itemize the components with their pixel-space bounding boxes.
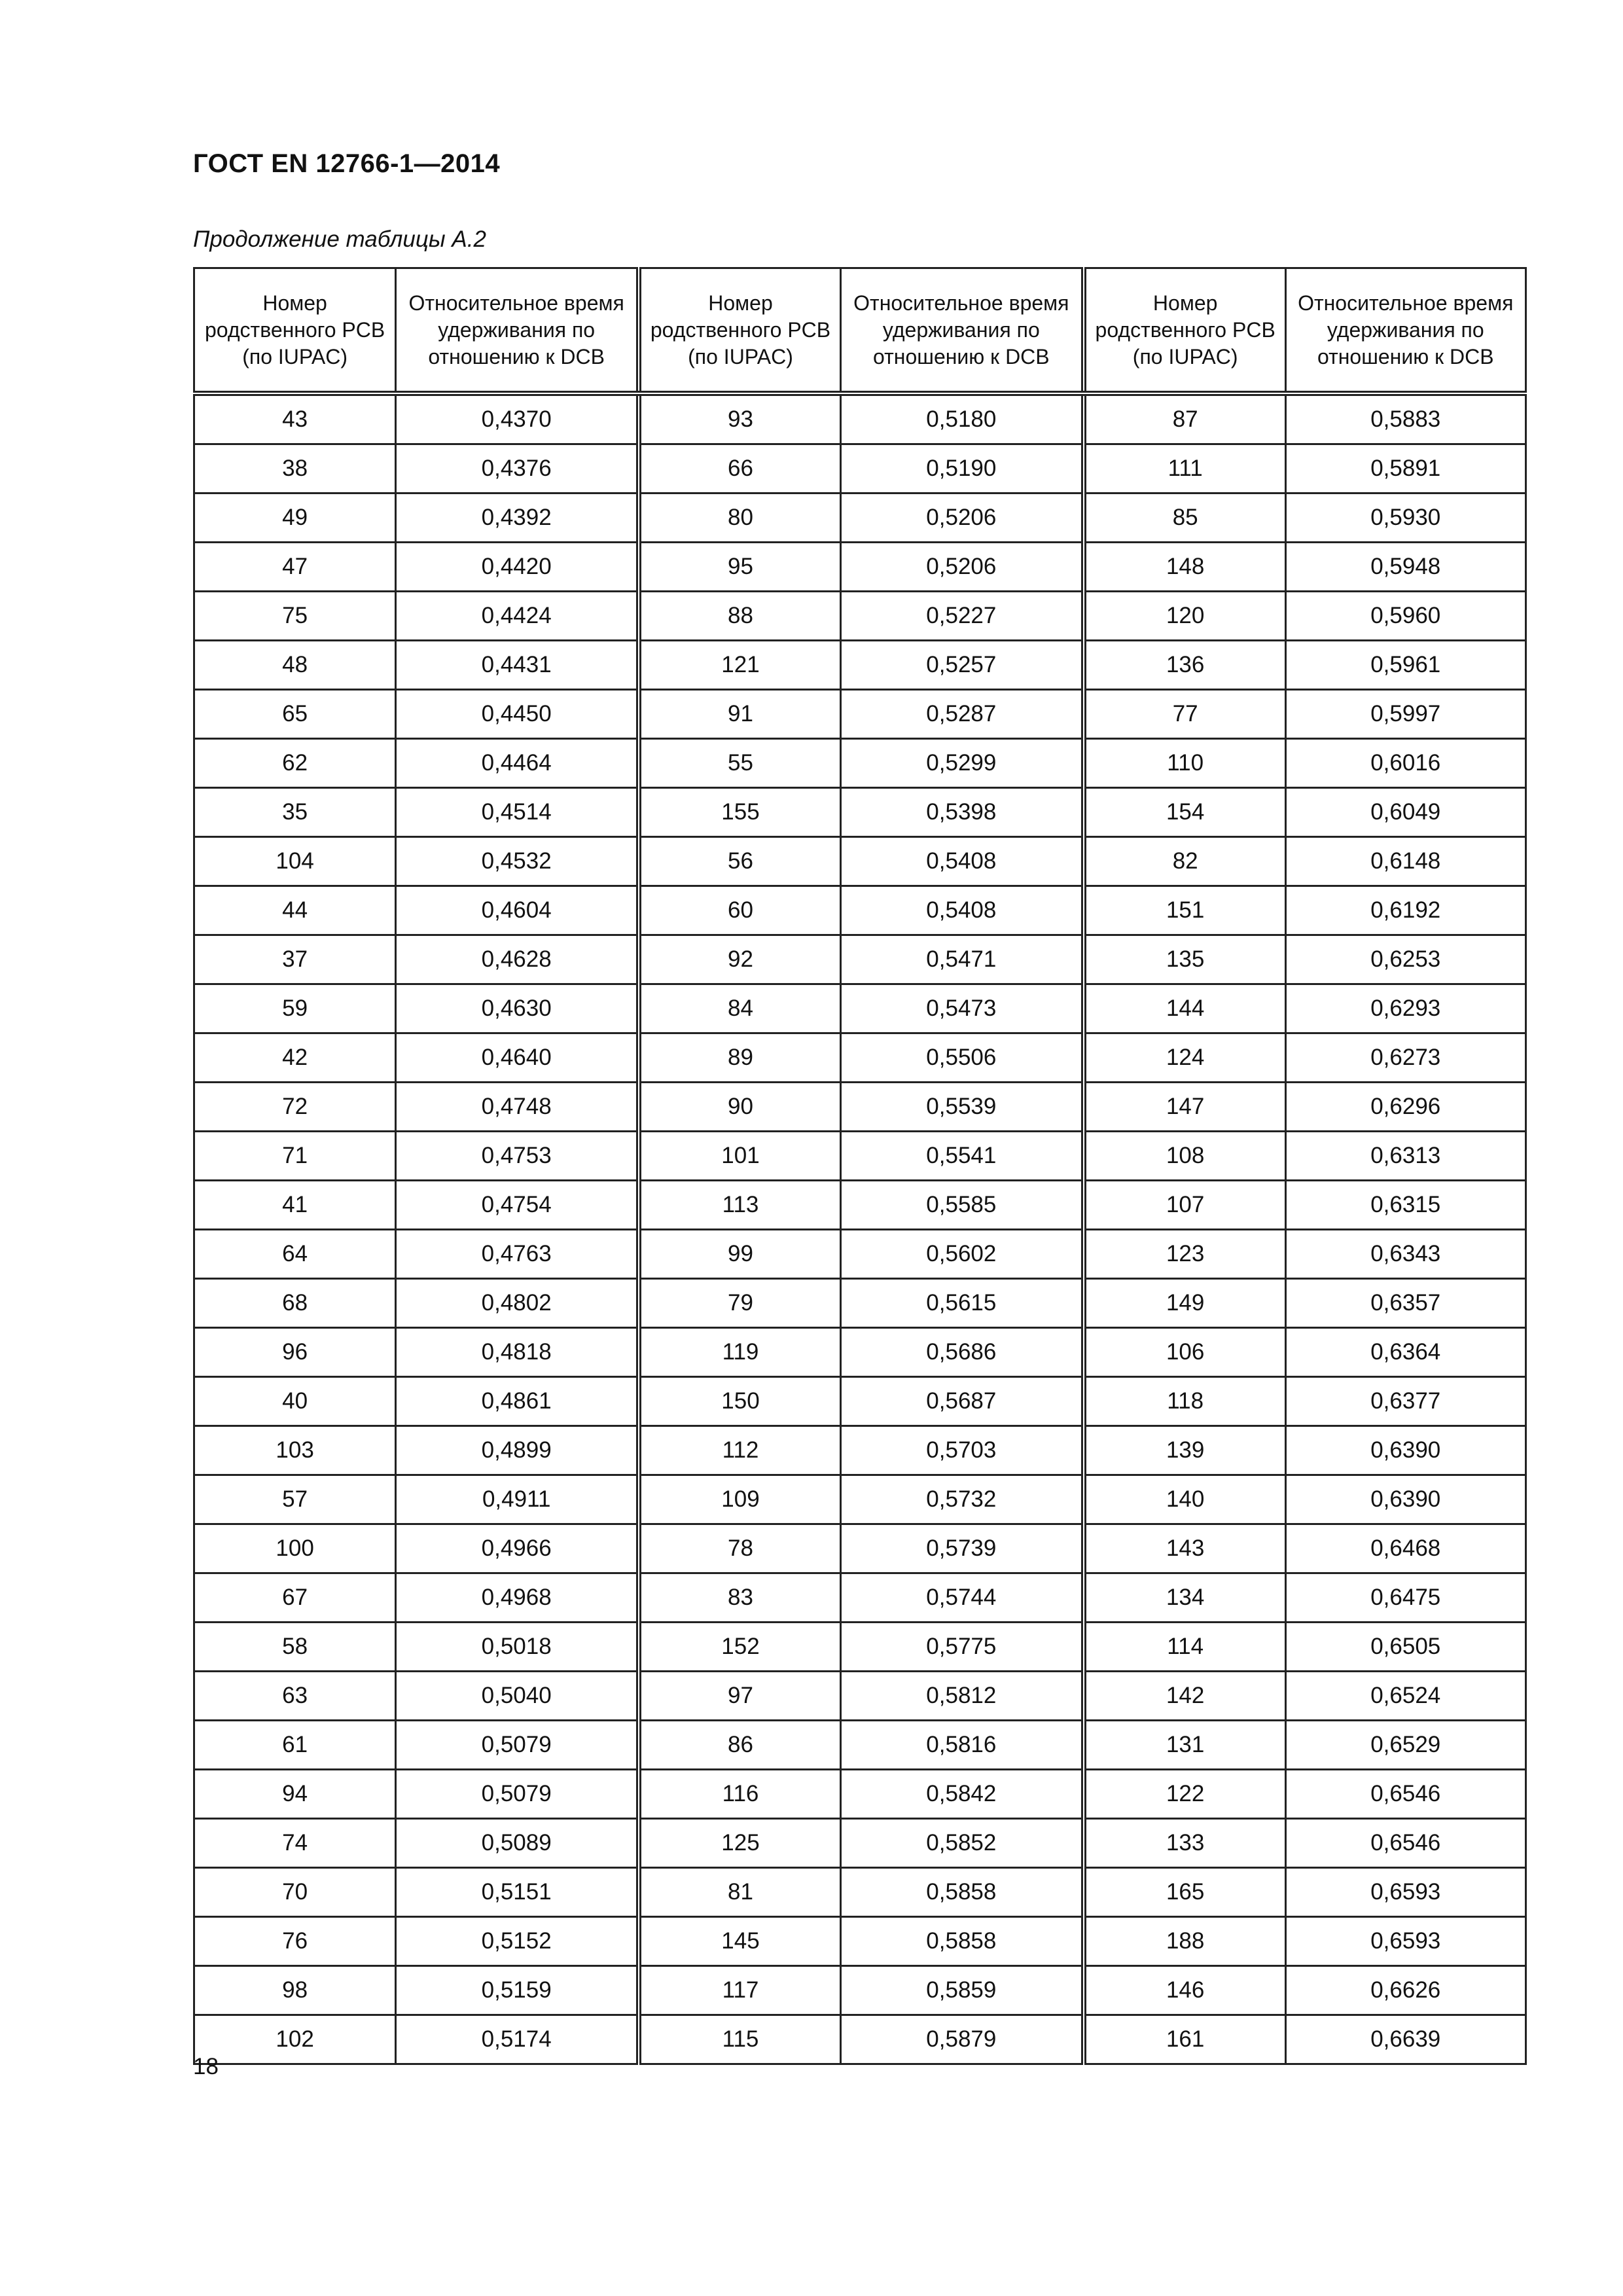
cell-pcb-number-1: 75 (194, 592, 396, 641)
cell-pcb-number-2: 86 (639, 1721, 840, 1770)
cell-pcb-number-1: 48 (194, 641, 396, 690)
cell-pcb-number-1: 59 (194, 984, 396, 1033)
cell-relative-time-3: 0,6364 (1285, 1328, 1525, 1377)
cell-relative-time-2: 0,5299 (840, 739, 1083, 788)
cell-relative-time-1: 0,4748 (396, 1083, 639, 1132)
cell-relative-time-2: 0,5471 (840, 935, 1083, 984)
table-row (194, 837, 1526, 886)
cell-pcb-number-3: 123 (1084, 1230, 1285, 1279)
table-head (194, 268, 1526, 394)
cell-pcb-number-3: 134 (1084, 1573, 1285, 1623)
cell-pcb-number-1: 71 (194, 1132, 396, 1181)
cell-pcb-number-2: 66 (639, 444, 840, 493)
cell-relative-time-2: 0,5287 (840, 690, 1083, 739)
cell-pcb-number-2: 150 (639, 1377, 840, 1426)
cell-relative-time-2: 0,5190 (840, 444, 1083, 493)
table-row (194, 1475, 1526, 1524)
table-row (194, 592, 1526, 641)
cell-pcb-number-1: 41 (194, 1181, 396, 1230)
cell-relative-time-3: 0,6016 (1285, 739, 1525, 788)
cell-pcb-number-2: 101 (639, 1132, 840, 1181)
cell-relative-time-2: 0,5775 (840, 1623, 1083, 1672)
cell-relative-time-1: 0,4899 (396, 1426, 639, 1475)
cell-pcb-number-2: 83 (639, 1573, 840, 1623)
cell-relative-time-2: 0,5732 (840, 1475, 1083, 1524)
cell-relative-time-1: 0,4392 (396, 493, 639, 543)
cell-relative-time-1: 0,5018 (396, 1623, 639, 1672)
cell-relative-time-2: 0,5879 (840, 2015, 1083, 2064)
cell-pcb-number-2: 125 (639, 1819, 840, 1868)
cell-relative-time-1: 0,4753 (396, 1132, 639, 1181)
cell-relative-time-1: 0,4640 (396, 1033, 639, 1083)
cell-pcb-number-2: 115 (639, 2015, 840, 2064)
cell-pcb-number-3: 77 (1084, 690, 1285, 739)
cell-relative-time-1: 0,4532 (396, 837, 639, 886)
header-pcb-number-2: Номер родственного PCB (по IUPAC) (639, 268, 840, 394)
cell-pcb-number-3: 110 (1084, 739, 1285, 788)
cell-pcb-number-3: 151 (1084, 886, 1285, 935)
cell-pcb-number-1: 72 (194, 1083, 396, 1132)
cell-relative-time-3: 0,6343 (1285, 1230, 1525, 1279)
table-row (194, 444, 1526, 493)
cell-pcb-number-1: 96 (194, 1328, 396, 1377)
cell-relative-time-3: 0,6529 (1285, 1721, 1525, 1770)
cell-relative-time-1: 0,4966 (396, 1524, 639, 1573)
cell-pcb-number-1: 57 (194, 1475, 396, 1524)
cell-relative-time-3: 0,6475 (1285, 1573, 1525, 1623)
cell-pcb-number-1: 74 (194, 1819, 396, 1868)
cell-pcb-number-3: 124 (1084, 1033, 1285, 1083)
cell-relative-time-3: 0,6273 (1285, 1033, 1525, 1083)
cell-pcb-number-1: 104 (194, 837, 396, 886)
cell-relative-time-2: 0,5812 (840, 1672, 1083, 1721)
cell-pcb-number-1: 63 (194, 1672, 396, 1721)
cell-pcb-number-3: 120 (1084, 592, 1285, 641)
cell-relative-time-3: 0,5960 (1285, 592, 1525, 641)
table-row (194, 1623, 1526, 1672)
cell-pcb-number-3: 111 (1084, 444, 1285, 493)
cell-pcb-number-1: 35 (194, 788, 396, 837)
cell-pcb-number-2: 152 (639, 1623, 840, 1672)
cell-pcb-number-2: 90 (639, 1083, 840, 1132)
cell-relative-time-2: 0,5703 (840, 1426, 1083, 1475)
table-row (194, 493, 1526, 543)
cell-pcb-number-2: 113 (639, 1181, 840, 1230)
cell-pcb-number-2: 121 (639, 641, 840, 690)
header-pcb-number-1: Номер родственного PCB (по IUPAC) (194, 268, 396, 394)
cell-relative-time-3: 0,6468 (1285, 1524, 1525, 1573)
table-row (194, 1573, 1526, 1623)
cell-relative-time-1: 0,5159 (396, 1966, 639, 2015)
cell-pcb-number-2: 119 (639, 1328, 840, 1377)
cell-pcb-number-2: 116 (639, 1770, 840, 1819)
cell-relative-time-3: 0,6049 (1285, 788, 1525, 837)
cell-pcb-number-2: 97 (639, 1672, 840, 1721)
cell-relative-time-2: 0,5506 (840, 1033, 1083, 1083)
cell-relative-time-3: 0,6593 (1285, 1868, 1525, 1917)
cell-pcb-number-2: 79 (639, 1279, 840, 1328)
cell-relative-time-1: 0,4464 (396, 739, 639, 788)
cell-relative-time-3: 0,5891 (1285, 444, 1525, 493)
cell-relative-time-1: 0,5040 (396, 1672, 639, 1721)
cell-relative-time-1: 0,5174 (396, 2015, 639, 2064)
cell-relative-time-3: 0,6505 (1285, 1623, 1525, 1672)
cell-pcb-number-1: 62 (194, 739, 396, 788)
cell-pcb-number-1: 38 (194, 444, 396, 493)
cell-relative-time-2: 0,5257 (840, 641, 1083, 690)
cell-relative-time-2: 0,5206 (840, 543, 1083, 592)
table-row (194, 1132, 1526, 1181)
cell-relative-time-2: 0,5686 (840, 1328, 1083, 1377)
cell-relative-time-1: 0,4424 (396, 592, 639, 641)
cell-relative-time-2: 0,5615 (840, 1279, 1083, 1328)
cell-relative-time-1: 0,4376 (396, 444, 639, 493)
cell-pcb-number-3: 131 (1084, 1721, 1285, 1770)
cell-pcb-number-3: 144 (1084, 984, 1285, 1033)
cell-pcb-number-1: 67 (194, 1573, 396, 1623)
cell-pcb-number-3: 143 (1084, 1524, 1285, 1573)
cell-relative-time-2: 0,5398 (840, 788, 1083, 837)
table-row (194, 886, 1526, 935)
table-row (194, 1230, 1526, 1279)
table-row (194, 543, 1526, 592)
header-relative-time-1: Относительное время удерживания по отношению к DCB (396, 268, 639, 394)
table-row (194, 1721, 1526, 1770)
retention-time-table (193, 267, 1527, 2065)
cell-pcb-number-2: 91 (639, 690, 840, 739)
table-caption: Продолжение таблицы А.2 (193, 226, 486, 252)
header-relative-time-3: Относительное время удерживания по отношению к DCB (1285, 268, 1525, 394)
cell-relative-time-2: 0,5539 (840, 1083, 1083, 1132)
cell-relative-time-3: 0,6546 (1285, 1770, 1525, 1819)
cell-relative-time-3: 0,6390 (1285, 1475, 1525, 1524)
cell-pcb-number-3: 107 (1084, 1181, 1285, 1230)
cell-relative-time-3: 0,6313 (1285, 1132, 1525, 1181)
cell-relative-time-2: 0,5408 (840, 837, 1083, 886)
cell-pcb-number-2: 145 (639, 1917, 840, 1966)
cell-relative-time-1: 0,4802 (396, 1279, 639, 1328)
cell-relative-time-3: 0,6293 (1285, 984, 1525, 1033)
table-row (194, 690, 1526, 739)
cell-relative-time-3: 0,6148 (1285, 837, 1525, 886)
cell-relative-time-1: 0,4754 (396, 1181, 639, 1230)
cell-pcb-number-3: 122 (1084, 1770, 1285, 1819)
table-row (194, 1819, 1526, 1868)
table-row (194, 739, 1526, 788)
table-row (194, 1083, 1526, 1132)
cell-relative-time-1: 0,4968 (396, 1573, 639, 1623)
cell-pcb-number-3: 165 (1084, 1868, 1285, 1917)
cell-pcb-number-2: 84 (639, 984, 840, 1033)
table-row (194, 1770, 1526, 1819)
cell-pcb-number-3: 118 (1084, 1377, 1285, 1426)
cell-relative-time-2: 0,5852 (840, 1819, 1083, 1868)
cell-pcb-number-3: 135 (1084, 935, 1285, 984)
cell-pcb-number-3: 133 (1084, 1819, 1285, 1868)
cell-pcb-number-1: 65 (194, 690, 396, 739)
document-header: ГОСТ EN 12766-1—2014 (193, 149, 501, 178)
cell-relative-time-1: 0,4420 (396, 543, 639, 592)
table-row (194, 984, 1526, 1033)
cell-pcb-number-2: 93 (639, 393, 840, 444)
cell-relative-time-1: 0,5152 (396, 1917, 639, 1966)
table-row (194, 1917, 1526, 1966)
cell-relative-time-2: 0,5816 (840, 1721, 1083, 1770)
cell-pcb-number-1: 61 (194, 1721, 396, 1770)
cell-pcb-number-3: 161 (1084, 2015, 1285, 2064)
cell-relative-time-3: 0,5948 (1285, 543, 1525, 592)
cell-relative-time-2: 0,5859 (840, 1966, 1083, 2015)
page-number: 18 (193, 2054, 219, 2079)
cell-relative-time-2: 0,5473 (840, 984, 1083, 1033)
cell-relative-time-1: 0,4763 (396, 1230, 639, 1279)
cell-relative-time-3: 0,6296 (1285, 1083, 1525, 1132)
table-row (194, 1868, 1526, 1917)
table-row (194, 1279, 1526, 1328)
header-pcb-number-3: Номер родственного PCB (по IUPAC) (1084, 268, 1285, 394)
cell-relative-time-2: 0,5687 (840, 1377, 1083, 1426)
cell-relative-time-1: 0,5079 (396, 1721, 639, 1770)
cell-pcb-number-1: 37 (194, 935, 396, 984)
cell-pcb-number-2: 99 (639, 1230, 840, 1279)
cell-relative-time-3: 0,6377 (1285, 1377, 1525, 1426)
cell-pcb-number-2: 81 (639, 1868, 840, 1917)
cell-relative-time-1: 0,4450 (396, 690, 639, 739)
cell-pcb-number-2: 80 (639, 493, 840, 543)
cell-relative-time-1: 0,4630 (396, 984, 639, 1033)
cell-pcb-number-3: 87 (1084, 393, 1285, 444)
cell-pcb-number-3: 188 (1084, 1917, 1285, 1966)
cell-relative-time-3: 0,6593 (1285, 1917, 1525, 1966)
table-row (194, 1966, 1526, 2015)
cell-relative-time-3: 0,6546 (1285, 1819, 1525, 1868)
table-row (194, 393, 1526, 444)
cell-pcb-number-1: 44 (194, 886, 396, 935)
cell-pcb-number-2: 92 (639, 935, 840, 984)
cell-relative-time-3: 0,6639 (1285, 2015, 1525, 2064)
table-row (194, 788, 1526, 837)
cell-pcb-number-1: 76 (194, 1917, 396, 1966)
cell-relative-time-1: 0,4431 (396, 641, 639, 690)
cell-pcb-number-1: 102 (194, 2015, 396, 2064)
cell-relative-time-2: 0,5858 (840, 1917, 1083, 1966)
cell-pcb-number-1: 68 (194, 1279, 396, 1328)
cell-pcb-number-3: 140 (1084, 1475, 1285, 1524)
cell-relative-time-1: 0,5151 (396, 1868, 639, 1917)
cell-relative-time-2: 0,5206 (840, 493, 1083, 543)
cell-relative-time-1: 0,4911 (396, 1475, 639, 1524)
cell-pcb-number-3: 147 (1084, 1083, 1285, 1132)
table-row (194, 935, 1526, 984)
cell-relative-time-3: 0,5930 (1285, 493, 1525, 543)
cell-relative-time-3: 0,6315 (1285, 1181, 1525, 1230)
cell-pcb-number-1: 70 (194, 1868, 396, 1917)
cell-pcb-number-3: 148 (1084, 543, 1285, 592)
cell-relative-time-2: 0,5541 (840, 1132, 1083, 1181)
cell-pcb-number-1: 49 (194, 493, 396, 543)
table-header-row (194, 268, 1526, 394)
table-body (194, 393, 1526, 2064)
cell-relative-time-2: 0,5602 (840, 1230, 1083, 1279)
cell-relative-time-2: 0,5180 (840, 393, 1083, 444)
cell-pcb-number-2: 117 (639, 1966, 840, 2015)
cell-relative-time-1: 0,4604 (396, 886, 639, 935)
cell-relative-time-3: 0,5883 (1285, 393, 1525, 444)
cell-pcb-number-1: 103 (194, 1426, 396, 1475)
cell-relative-time-2: 0,5227 (840, 592, 1083, 641)
cell-pcb-number-3: 149 (1084, 1279, 1285, 1328)
cell-pcb-number-3: 136 (1084, 641, 1285, 690)
cell-relative-time-3: 0,6253 (1285, 935, 1525, 984)
table-row (194, 2015, 1526, 2064)
cell-pcb-number-3: 146 (1084, 1966, 1285, 2015)
cell-pcb-number-3: 108 (1084, 1132, 1285, 1181)
table-row (194, 1033, 1526, 1083)
table-row (194, 1524, 1526, 1573)
cell-relative-time-2: 0,5858 (840, 1868, 1083, 1917)
cell-relative-time-3: 0,6192 (1285, 886, 1525, 935)
cell-relative-time-2: 0,5739 (840, 1524, 1083, 1573)
table-row (194, 1426, 1526, 1475)
cell-pcb-number-3: 142 (1084, 1672, 1285, 1721)
table-row (194, 1181, 1526, 1230)
cell-relative-time-2: 0,5408 (840, 886, 1083, 935)
cell-pcb-number-1: 94 (194, 1770, 396, 1819)
cell-pcb-number-1: 47 (194, 543, 396, 592)
cell-pcb-number-3: 114 (1084, 1623, 1285, 1672)
cell-relative-time-1: 0,5089 (396, 1819, 639, 1868)
cell-pcb-number-2: 55 (639, 739, 840, 788)
cell-pcb-number-2: 95 (639, 543, 840, 592)
cell-pcb-number-2: 155 (639, 788, 840, 837)
cell-relative-time-1: 0,4370 (396, 393, 639, 444)
cell-relative-time-3: 0,5997 (1285, 690, 1525, 739)
cell-pcb-number-2: 56 (639, 837, 840, 886)
cell-pcb-number-2: 88 (639, 592, 840, 641)
cell-pcb-number-3: 106 (1084, 1328, 1285, 1377)
table-row (194, 1672, 1526, 1721)
cell-relative-time-3: 0,6357 (1285, 1279, 1525, 1328)
cell-pcb-number-1: 58 (194, 1623, 396, 1672)
cell-pcb-number-1: 40 (194, 1377, 396, 1426)
table-row (194, 641, 1526, 690)
cell-relative-time-3: 0,6626 (1285, 1966, 1525, 2015)
cell-pcb-number-3: 139 (1084, 1426, 1285, 1475)
cell-relative-time-2: 0,5744 (840, 1573, 1083, 1623)
cell-relative-time-1: 0,4628 (396, 935, 639, 984)
cell-relative-time-1: 0,4514 (396, 788, 639, 837)
cell-relative-time-2: 0,5585 (840, 1181, 1083, 1230)
cell-pcb-number-2: 112 (639, 1426, 840, 1475)
cell-relative-time-3: 0,5961 (1285, 641, 1525, 690)
cell-relative-time-1: 0,5079 (396, 1770, 639, 1819)
cell-relative-time-1: 0,4818 (396, 1328, 639, 1377)
cell-relative-time-1: 0,4861 (396, 1377, 639, 1426)
table-row (194, 1328, 1526, 1377)
cell-pcb-number-2: 109 (639, 1475, 840, 1524)
cell-pcb-number-3: 85 (1084, 493, 1285, 543)
cell-relative-time-3: 0,6390 (1285, 1426, 1525, 1475)
cell-relative-time-2: 0,5842 (840, 1770, 1083, 1819)
cell-pcb-number-2: 89 (639, 1033, 840, 1083)
cell-pcb-number-2: 78 (639, 1524, 840, 1573)
retention-time-table-container (193, 267, 1527, 2065)
table-row (194, 1377, 1526, 1426)
cell-pcb-number-1: 42 (194, 1033, 396, 1083)
header-relative-time-2: Относительное время удерживания по отношению к DCB (840, 268, 1083, 394)
cell-pcb-number-2: 60 (639, 886, 840, 935)
cell-pcb-number-1: 64 (194, 1230, 396, 1279)
cell-pcb-number-1: 100 (194, 1524, 396, 1573)
cell-relative-time-3: 0,6524 (1285, 1672, 1525, 1721)
cell-pcb-number-1: 98 (194, 1966, 396, 2015)
cell-pcb-number-3: 82 (1084, 837, 1285, 886)
cell-pcb-number-1: 43 (194, 393, 396, 444)
cell-pcb-number-3: 154 (1084, 788, 1285, 837)
